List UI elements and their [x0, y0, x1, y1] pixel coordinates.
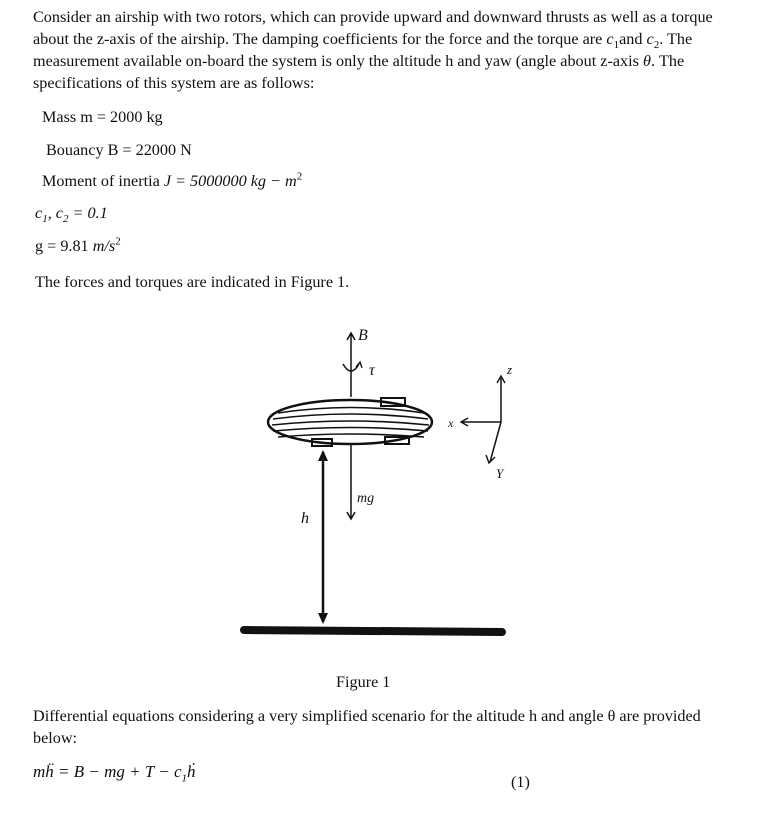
label-y: Y [496, 466, 504, 481]
problem-intro: Consider an airship with two rotors, which can provide upward and downward thrusts as well as a torque about the z-axis of the airship. The damping coefficients for the force and the torque are $c_1and$ $c_2$. The measurement available on-board the system is only the altitude h and yaw (angle about z-axis θ. The specifications of this system are as follows: [33, 8, 713, 92]
label-B: B [358, 327, 368, 344]
y-axis [490, 422, 501, 462]
diff-equations-text: Differential equations considering a very simplified scenario for the altitude h and angle θ are provided below: [33, 707, 701, 747]
spec-mass: Mass m = 2000 kg [42, 108, 163, 126]
label-x: x [448, 416, 454, 430]
equation-1: mḧ = B − mg + $T - c_1ḣ$ [33, 762, 196, 785]
c2-symbol: c [646, 30, 654, 48]
label-z: z [507, 362, 513, 377]
ground [244, 630, 502, 632]
spec-inertia: Moment of inertia J = 5000000 kg − $m^2$ [42, 170, 303, 190]
label-tau: τ [369, 362, 375, 379]
forces-text: The forces and torques are indicated in Figure 1. [35, 273, 350, 291]
airship-stripes [272, 408, 429, 438]
label-h: h [301, 510, 309, 527]
c1-symbol: c [606, 30, 614, 48]
label-mg: mg [357, 491, 375, 506]
spec-gravity: g = 9.81 $m/s^2$ [35, 235, 121, 255]
equation-number: (1) [511, 773, 530, 791]
spec-damping: $c_1$, $c_2 = 0.1$ [35, 204, 108, 226]
figure-caption: Figure 1 [336, 673, 391, 691]
spec-buoyancy: Bouancy B = 22000 N [46, 141, 192, 159]
